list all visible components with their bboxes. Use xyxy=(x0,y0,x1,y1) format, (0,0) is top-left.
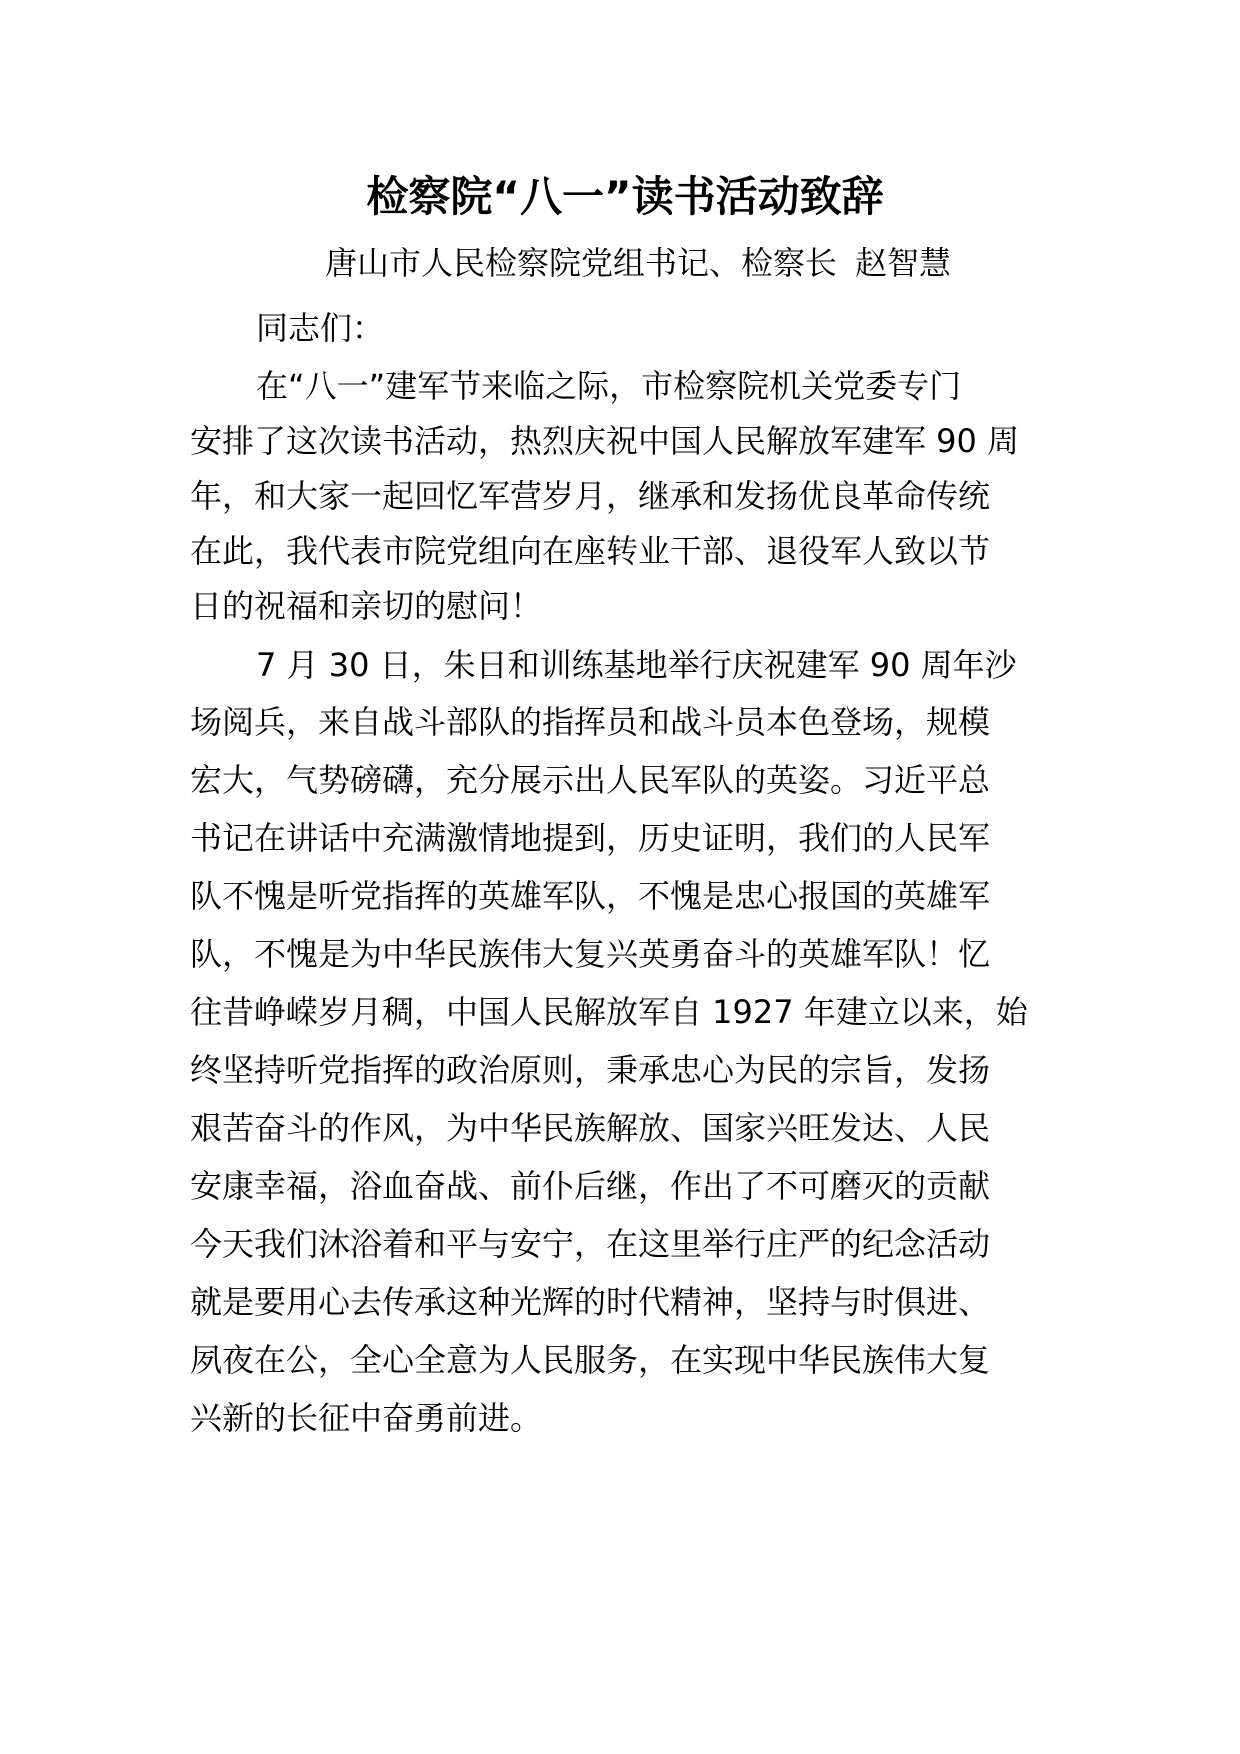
paragraph-2-line-2: 场阅兵，来自战斗部队的指挥员和战斗员本色登场，规模 xyxy=(190,703,991,741)
paragraph-2-line-3: 宏大，气势磅礴，充分展示出人民军队的英姿。习近平总 xyxy=(190,761,991,799)
paragraph-1-line-1: 在“八一”建军节来临之际，市检察院机关党委专门 xyxy=(256,367,962,405)
paragraph-2-line-7: 往昔峥嵘岁月稠，中国人民解放军自 1927 年建立以来，始 xyxy=(190,993,1028,1031)
paragraph-2-line-6: 队，不愧是为中华民族伟大复兴英勇奋斗的英雄军队！忆 xyxy=(190,935,991,973)
paragraph-2-line-4: 书记在讲话中充满激情地提到，历史证明，我们的人民军 xyxy=(190,819,991,857)
paragraph-1-line-4: 在此，我代表市院党组向在座转业干部、退役军人致以节 xyxy=(190,532,991,570)
paragraph-2-line-5: 队不愧是听党指挥的英雄军队，不愧是忠心报国的英雄军 xyxy=(190,877,991,915)
author-byline xyxy=(325,238,951,288)
paragraph-2-line-11: 今天我们沐浴着和平与安宁，在这里举行庄严的纪念活动 xyxy=(190,1225,991,1263)
paragraph-1-line-5: 日的祝福和亲切的慰问！ xyxy=(190,587,543,625)
paragraph-2-line-10: 安康幸福，浴血奋战、前仆后继，作出了不可磨灭的贡献 xyxy=(190,1167,991,1205)
paragraph-2-line-13: 夙夜在公，全心全意为人民服务，在实现中华民族伟大复 xyxy=(190,1341,991,1379)
paragraph-2-line-14: 兴新的长征中奋勇前进。 xyxy=(190,1399,543,1437)
paragraph-2-line-1: 7 月 30 日，朱日和训练基地举行庆祝建军 90 周年沙 xyxy=(256,646,1017,684)
paragraph-1-line-2: 安排了这次读书活动，热烈庆祝中国人民解放军建军 90 周 xyxy=(190,422,1020,460)
paragraph-2-line-8: 终坚持听党指挥的政治原则，秉承忠心为民的宗旨，发扬 xyxy=(190,1051,991,1089)
paragraph-1-line-3: 年，和大家一起回忆军营岁月，继承和发扬优良革命传统 xyxy=(190,477,991,515)
author-role: 唐山市人民检察院党组书记、检察长 xyxy=(325,244,838,282)
salutation: 同志们： xyxy=(256,309,385,347)
author-name: 赵智慧 xyxy=(855,244,952,282)
paragraph-2-line-9: 艰苦奋斗的作风，为中华民族解放、国家兴旺发达、人民 xyxy=(190,1109,991,1147)
paragraph-2-line-12: 就是要用心去传承这种光辉的时代精神，坚持与时俱进、 xyxy=(190,1283,991,1321)
document-title: 检察院“八一”读书活动致辞 xyxy=(366,172,884,221)
